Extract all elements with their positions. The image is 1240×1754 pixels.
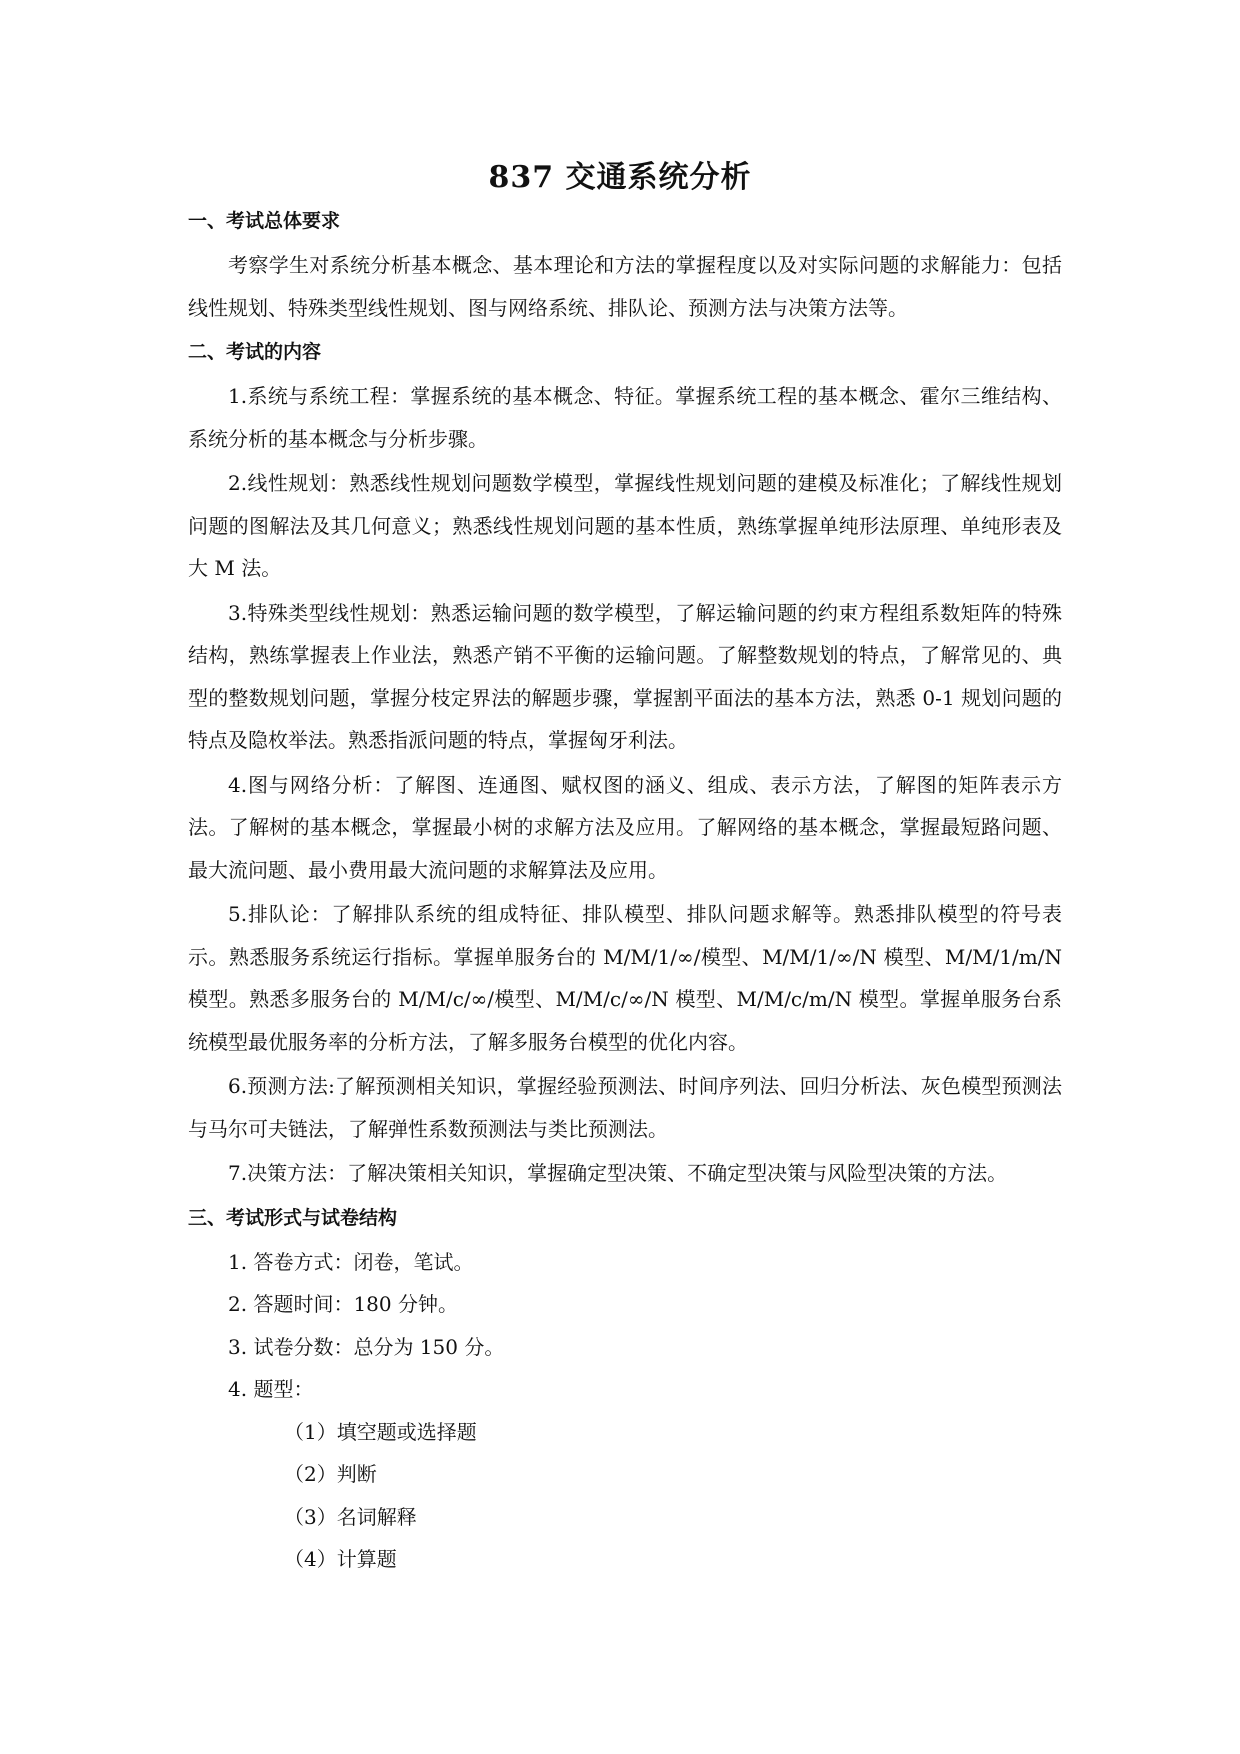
section-heading: 三、考试形式与试卷结构 [188, 1206, 398, 1229]
question-type-item: （1）填空题或选择题 [284, 1419, 477, 1444]
question-type-item: （4）计算题 [284, 1547, 397, 1571]
paragraph: 1.系统与系统工程：掌握系统的基本概念、特征。掌握系统工程的基本概念、霍尔三维结构、系统分析的基本概念与分析步骤。 [188, 384, 1062, 451]
list-item: 2. 答题时间：180 分钟。 [228, 1292, 458, 1316]
paragraph: 5.排队论：了解排队系统的组成特征、排队模型、排队问题求解等。熟悉排队模型的符号表示。熟悉服务系统运行指标。掌握单服务台的 M/M/1/∞/模型、M/M/1/∞/N 模型、M/M/1/m/N 模型。熟悉多服务台的 M/M/c/∞/模型、M/M/c/∞/N 模型、M/M/c/m/N 模型。掌握单服务台系统模型最优服务率的分析方法，了解多服务台模型的优化内容。 [188, 902, 1062, 1054]
list-item: 3. 试卷分数：总分为 150 分。 [228, 1334, 505, 1359]
list-item: 1. 答卷方式：闭卷，笔试。 [228, 1249, 474, 1274]
paragraph: 考察学生对系统分析基本概念、基本理论和方法的掌握程度以及对实际问题的求解能力：包括线性规划、特殊类型线性规划、图与网络系统、排队论、预测方法与决策方法等。 [188, 253, 1062, 320]
paragraph: 4.图与网络分析：了解图、连通图、赋权图的涵义、组成、表示方法，了解图的矩阵表示方法。了解树的基本概念，掌握最小树的求解方法及应用。了解网络的基本概念，掌握最短路问题、最大流问题、最小费用最大流问题的求解算法及应用。 [188, 772, 1062, 882]
paragraph: 2.线性规划：熟悉线性规划问题数学模型，掌握线性规划问题的建模及标准化；了解线性规划问题的图解法及其几何意义；熟悉线性规划问题的基本性质，熟练掌握单纯形法原理、单纯形表及大 M 法。 [188, 471, 1062, 580]
section-exam-content [188, 337, 1062, 1195]
question-type-item: （3）名词解释 [284, 1504, 417, 1529]
document-title: 837 交通系统分析 [488, 160, 752, 195]
paragraph: 7.决策方法：了解决策相关知识，掌握确定型决策、不确定型决策与风险型决策的方法。 [228, 1161, 1008, 1185]
paragraph: 6.预测方法:了解预测相关知识，掌握经验预测法、时间序列法、回归分析法、灰色模型预测法与马尔可夫链法，了解弹性系数预测法与类比预测法。 [188, 1074, 1062, 1141]
section-heading: 二、考试的内容 [188, 341, 322, 363]
section-general-requirements [188, 206, 1062, 329]
paragraph: 3.特殊类型线性规划：熟悉运输问题的数学模型，了解运输问题的约束方程组系数矩阵的特殊结构，熟练掌握表上作业法，熟悉产销不平衡的运输问题。了解整数规划的特点，了解常见的、典型的整数规划问题，掌握分枝定界法的解题步骤，掌握割平面法的基本方法，熟悉 0-1 规划问题的特点及隐枚举法。熟悉指派问题的特点，掌握匈牙利法。 [188, 600, 1062, 752]
list-item: 4. 题型： [228, 1377, 314, 1401]
section-exam-format [188, 1203, 1062, 1581]
question-type-item: （2）判断 [284, 1462, 377, 1486]
section-heading: 一、考试总体要求 [188, 210, 341, 232]
document-body [188, 206, 1062, 1589]
